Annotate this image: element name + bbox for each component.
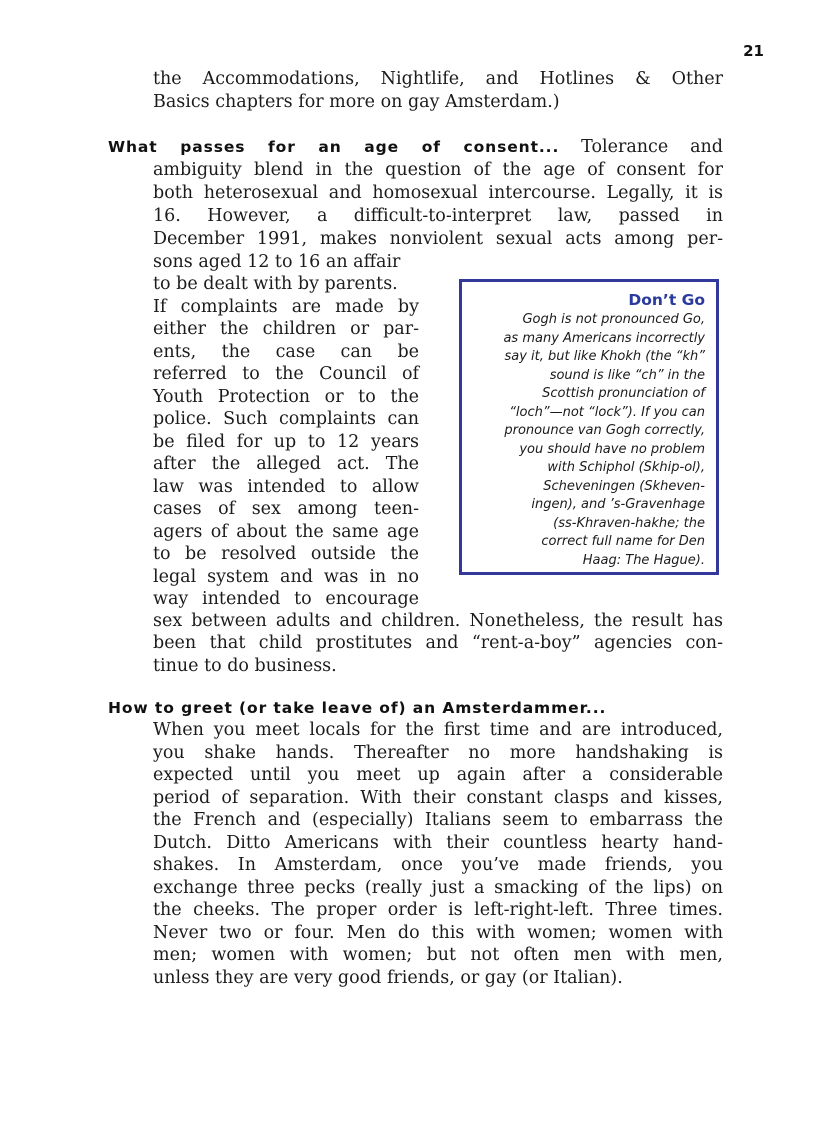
sidebar-line: as many Americans incorrectly (503, 330, 705, 346)
body-line: exchange three pecks (really just a smacking of the lips) on (153, 878, 723, 898)
sidebar-line: Scottish pronunciation of (542, 386, 705, 401)
sidebar-line: correct full name for Den (541, 534, 705, 549)
body-line: men; women with women; but not often men with men, (153, 945, 723, 965)
body-line: shakes. In Amsterdam, once you’ve made friends, you (153, 855, 723, 875)
body-line: When you meet locals for the first time and are introduced, (153, 720, 723, 740)
sidebar-line: Haag: The Hague). (582, 552, 705, 568)
body-line: the cheeks. The proper order is left-right-left. Three times. (153, 900, 723, 920)
section-heading-line (108, 697, 723, 720)
sidebar-line: sound is like “ch” in the (549, 367, 705, 383)
body-line: you shake hands. Thereafter no more handshaking is (153, 743, 723, 763)
section-first-line (108, 136, 723, 159)
body-line: December 1991, makes nonviolent sexual acts among per- (153, 229, 723, 249)
body-line: Dutch. Ditto Americans with their countless hearty hand- (153, 833, 723, 853)
sidebar-box (459, 279, 719, 575)
body-line: ambiguity blend in the question of the age of consent for (153, 160, 723, 180)
body-line: tinue to do business. (153, 656, 337, 676)
body-line: expected until you meet up again after a considerable (153, 765, 723, 785)
body-line: unless they are very good friends, or gay (or Italian). (153, 968, 623, 988)
sidebar-line: you should have no problem (519, 441, 705, 457)
body-line: If complaints are made by (153, 297, 419, 317)
sidebar-line: pronounce van Gogh correctly, (504, 423, 705, 438)
sidebar-line: ingen), and ’s-Gravenhage (531, 497, 705, 512)
body-line: sex between adults and children. Nonetheless, the result has (153, 611, 723, 631)
body-line: police. Such complaints can (153, 409, 419, 429)
body-line: Basics chapters for more on gay Amsterdam.) (153, 92, 560, 112)
body-line: either the children or par- (153, 319, 419, 339)
sidebar-line: “loch”—not “lock”). If you can (509, 404, 705, 420)
body-line: period of separation. With their constant clasps and kisses, (153, 788, 723, 808)
body-line: been that child prostitutes and “rent-a-boy” agencies con- (153, 633, 723, 653)
body-line: 16. However, a difficult-to-interpret law, passed in (153, 206, 723, 226)
body-text: Tolerance and (581, 137, 723, 157)
body-line: be filed for up to 12 years (153, 432, 419, 452)
body-line: the French and (especially) Italians seem to embarrass the (153, 810, 723, 830)
body-line: ents, the case can be (153, 342, 419, 362)
body-line: after the alleged act. The (153, 454, 419, 474)
sidebar-line: Scheveningen (Skheven- (543, 478, 705, 494)
page-number: 21 (743, 42, 764, 60)
body-line: to be resolved outside the (153, 544, 419, 564)
body-line: Never two or four. Men do this with women; women with (153, 923, 723, 943)
sidebar-title: Don’t Go (628, 291, 705, 309)
body-line: law was intended to allow (153, 477, 419, 497)
sidebar-line: with Schiphol (Skhip-ol), (547, 460, 705, 475)
body-line: to be dealt with by parents. (153, 274, 398, 294)
body-line: agers of about the same age (153, 522, 419, 542)
body-line: both heterosexual and homosexual intercourse. Legally, it is (153, 183, 723, 203)
sidebar-line: say it, but like Khokh (the “kh” (504, 349, 705, 364)
body-line: referred to the Council of (153, 364, 419, 384)
body-line: legal system and was in no (153, 567, 419, 587)
section-heading-age-of-consent: What passes for an age of consent... (108, 138, 560, 156)
section-heading-greeting: How to greet (or take leave of) an Amsterdammer... (108, 699, 607, 717)
sidebar-line: (ss-Khraven-hakhe; the (553, 515, 705, 531)
body-line: sons aged 12 to 16 an affair (153, 252, 401, 272)
sidebar-line: Gogh is not pronounced Go, (522, 312, 705, 327)
body-line: way intended to encourage (153, 589, 419, 609)
body-line: cases of sex among teen- (153, 499, 419, 519)
body-line: the Accommodations, Nightlife, and Hotlines & Other (153, 69, 723, 89)
body-line: Youth Protection or to the (153, 387, 419, 407)
